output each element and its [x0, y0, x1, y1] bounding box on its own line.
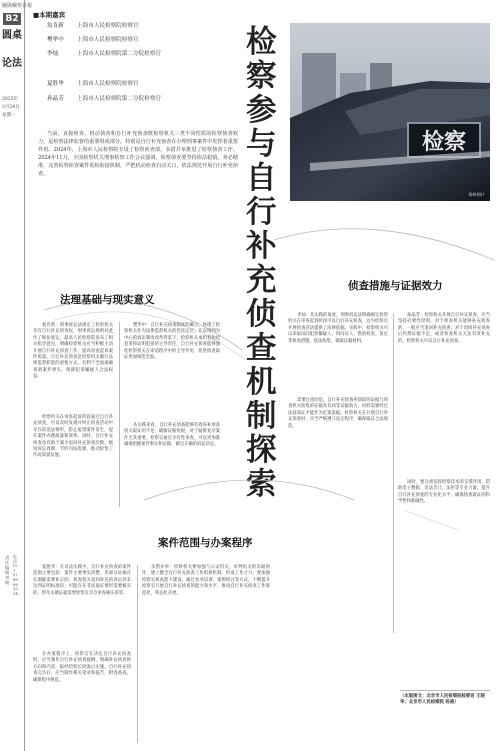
section2-column1: 李灿：从实践的角度，刑事诉讼法明确规定检察机关在审查起诉阶段可以自行补充侦查，这为检察官开展侦查活动提供了法律依据。实践中，检察机关可以采取讯问犯罪嫌疑人、询问证人、勘验检查、鉴定等侦查措施，依法收集、调取证据材料。: [288, 313, 388, 344]
guest-org: 上海市人民检察院第二分院检察官: [77, 96, 161, 102]
guests-box: [33, 10, 238, 125]
guest-org: 上海市人民检察院检察官: [77, 81, 139, 87]
guest-row: [47, 37, 237, 44]
footer-divider: [400, 690, 490, 691]
guest-org: 上海市人民检察院检察官: [77, 37, 139, 43]
guest-name: 孙晶芳: [47, 96, 64, 102]
guest-org: 上海市人民检察院第二分院检察官: [77, 51, 161, 57]
guests-title: ■本期嘉宾: [33, 11, 66, 19]
guest-row: [47, 23, 237, 30]
masthead: [0, 0, 33, 751]
guest-name: 翁肯新: [47, 23, 64, 29]
section-heading-case-scope: 案件范围与办案程序: [158, 537, 253, 549]
footer-credit: （本版图文：北京市人民检察院检察官 王晓华；北京市人民检察院 杨骏）: [400, 694, 485, 706]
section1-column1-cont: 检察机关在审查起诉阶段通过自行补充侦查，可以及时发现并纠正侦查活动中存在的违法情形，防止冤错案件发生，提升案件办理质量和效率。同时，自行补充侦查也有助于减少退回补充侦查次数，缩短诉讼周期，节约司法资源，推动检察工作高质量发展。: [33, 415, 113, 459]
section1-column2: 樊华中：自行补充侦查制度的确立，体现了检察机关作为法律监督机关的宪法定位。在以审判为中心的诉讼制度改革背景下，检察机关承担着指控犯罪和证明犯罪的主导责任，自行补充侦查能够强化检察机关在审前程序中的主导作用，促进侦查取证更加规范全面。: [124, 323, 220, 361]
guest-row: [47, 81, 237, 88]
phone-contact: 电话(010)88881234: [13, 554, 18, 596]
guest-name: 樊华中: [47, 37, 64, 43]
guest-name: 李灿: [47, 51, 59, 57]
section3-column2: 多措并举：检察机关要加强与公安机关、审判机关的沟通协作，建立健全自行补充侦查工作衔接机制，形成工作合力。要加强检察官侦查能力建设，通过业务培训、案例研讨等方式，不断提升检察官开展自行补充侦查的能力和水平，推动自行补充侦查工作规范化、常态化开展。: [142, 565, 270, 596]
section-title-line1: 圆桌: [2, 30, 22, 41]
column-divider: [119, 322, 120, 507]
section1-column2-cont: 从实践来看，自行补充侦查能够有效弥补侦查机关取证的不足，破解证据短板，对于疑难复杂案件尤其重要。检察官通过亲历性审查，可以更加准确地把握案件事实和证据，做出正确的诉讼决定。: [124, 423, 220, 448]
section2-column1-cont: 需要注意的是，自行补充侦查所获取的证据与侦查机关收集的证据具有同等证据效力，同样需要经过法庭质证才能作为定案依据。检察机关在开展自行补充侦查时，应当严格遵守法定程序，确保取证合法规范。: [288, 398, 388, 429]
section-heading-legal-basis: 法理基础与现实意义: [60, 294, 155, 306]
guest-row: [47, 96, 237, 103]
paper-name: 圖與檢察日報: [2, 3, 33, 9]
section-heading-investigation-measures: 侦查措施与证据效力: [348, 280, 443, 292]
issue-year: 2025年: [2, 97, 18, 102]
section2-column2: 孙晶芳：检察机关开展自行补充侦查，应当坚持必要性原则，对于侦查机关能够补充侦查的，一般应当退回补充侦查；对于退回补充侦查后仍然证据不足，或者侦查机关无法有效补充的，检察机关可以自行补充侦查。: [398, 313, 490, 344]
issue-weekday: 星期一: [2, 113, 16, 118]
svg-text:检察: 检察: [421, 130, 467, 155]
headline: 检察参与自行补充侦查机制探索: [246, 25, 277, 502]
column-divider: [393, 313, 394, 633]
section-title-line2: 论法: [2, 58, 22, 69]
guest-org: 上海市人民检察院检察官: [77, 23, 139, 29]
editor-credit: 责任编辑 刘晓: [5, 555, 10, 585]
section2-column2-cont: 同时，要注重发挥检察技术的支撑作用，借助电子数据、司法会计、法医等专业力量，提升自行补充侦查的专业化水平，确保侦查取证的科学性和准确性。: [398, 480, 490, 505]
photo-credit: 资料图片: [468, 192, 485, 197]
guest-name: 夏胜华: [47, 81, 64, 87]
procuratorate-car-photo: [290, 23, 490, 201]
guest-row: [47, 51, 237, 58]
column-divider: [137, 565, 138, 743]
section3-column1: 夏胜华：在司法实践中，自行补充侦查的案件范围主要包括：案件主要事实清楚，但部分证据存在瑕疵需要补正的；侦查机关退回补充侦查后仍未达到证明标准的；可能存在非法取证情形需要核实的；涉及关键证据需要检察官亲自审查核实的等。: [33, 565, 131, 596]
section3-column1-cont: 在办案程序上，检察官在决定自行补充侦查时，应当制作自行补充侦查提纲，明确补充侦查的方向和内容，报经检察长批准后实施。自行补充侦查完毕后，应当制作相关笔录和报告，附卷备查，确保程序规范。: [33, 652, 131, 683]
issue-month-day: 3月24日: [2, 105, 20, 110]
intro-paragraph: 当前，直接侦查、机动侦查和自行补充侦查既检察机关三类不同性质的检察侦查权力，是检察法律监督的重要组成部分。特别是自行补充侦查在办理刑事案件中发挥着重要作用。2024年，上海市人民检察院专设了检察侦查部，多措并举推进了检察侦查工作。2024年11月，全国检察机关刑事检察工作会议强调，检察侦查要坚持依法稳慎，务必精准，完善检察侦查案件监检衔接机制，严把机动侦查启动关口，依法规范开展自行补充侦查。: [38, 131, 238, 177]
page-number: B2: [3, 13, 21, 25]
section1-column1: 翁肯新：刑事诉讼法规定了检察机关享有自行补充侦查权，刑事诉讼规则对此作了细化规定。最高人民检察院发布了相关指导意见，明确检察机关应当积极主动开展自行补充侦查工作，提高审查起诉案件质量。自行补充侦查是检察机关履行法律监督职能的重要方式，有利于全面准确查明案件事实，保障犯罪嫌疑人合法权益。: [33, 323, 113, 380]
